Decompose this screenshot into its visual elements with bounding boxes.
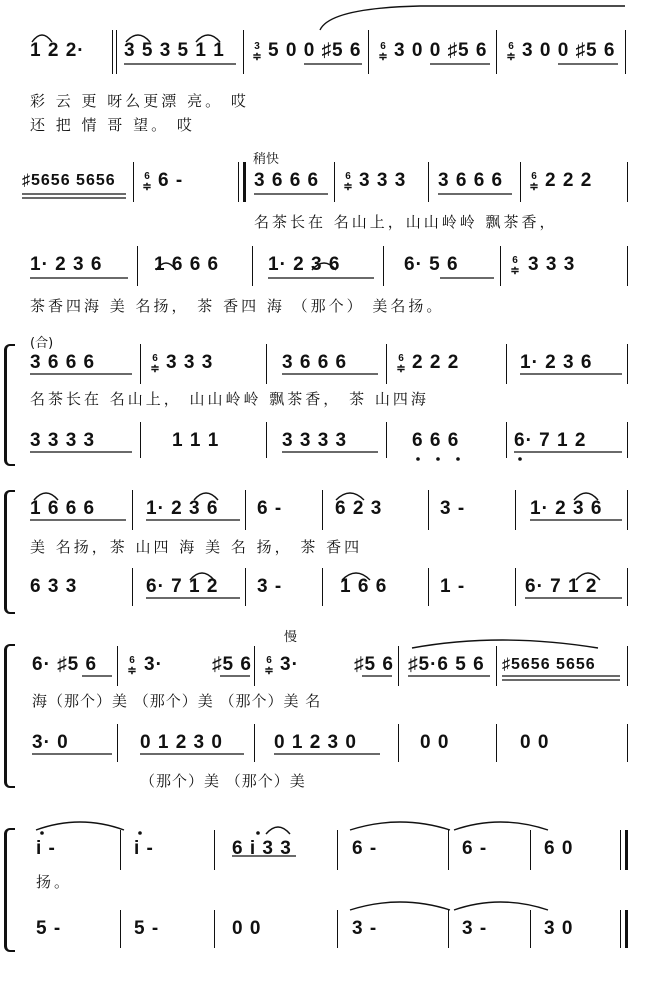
measure-6: 2 2 2 (545, 170, 593, 191)
final-barline (620, 910, 621, 948)
lower-notes-row (0, 918, 652, 948)
barline (112, 30, 113, 74)
measure-4: 0 0 (420, 732, 450, 753)
barline (398, 724, 399, 762)
measure-5: 3 6 6 6 (438, 170, 504, 191)
barline (428, 568, 429, 606)
barline (386, 344, 387, 384)
barline (140, 422, 141, 458)
measure-3: 6 - (257, 498, 283, 519)
measure-4: 3 - (352, 918, 378, 939)
barline (334, 162, 335, 202)
chorus-label: (合) (30, 336, 54, 351)
measure-4: 3 3 3 (359, 170, 407, 191)
tempo-marking: 慢 (284, 630, 298, 645)
measure-2: 0 1 2 3 0 (140, 732, 223, 753)
measure-6: 6 0 (544, 838, 574, 859)
measure-3: 3 3 3 3 (282, 430, 348, 451)
measure-2a: 3· (144, 654, 163, 675)
time-signature: 6 ≑ (142, 171, 152, 193)
barline (530, 830, 531, 870)
measure-2b: ♯5 6 (212, 654, 252, 675)
barline (120, 830, 121, 870)
barline (322, 568, 323, 606)
barline (337, 910, 338, 948)
barline (625, 30, 626, 74)
barline (254, 724, 255, 762)
tie-arc (320, 6, 625, 30)
barline (520, 162, 521, 202)
time-signature: 6 ≑ (127, 655, 137, 677)
lyrics: 名茶长在 名山上，山山岭岭 飘茶香， (254, 213, 558, 231)
measure-5: 3 - (440, 498, 466, 519)
measure-5: 6· 7 1 2 (514, 430, 587, 451)
barline (627, 646, 628, 686)
notes-row (0, 254, 652, 284)
measure-3: 3 - (257, 576, 283, 597)
barline (140, 344, 141, 384)
lyrics-verse-2: 还 把 情 哥 望。 哎 (30, 116, 195, 134)
barline (245, 490, 246, 530)
barline (627, 246, 628, 286)
lyrics: 美 名扬，茶 山四 海 美 名 扬， 茶 香四 (30, 538, 363, 556)
measure-2: i - (134, 838, 154, 859)
measure-3: 6 i 3 3 (232, 838, 292, 859)
final-barline-thick (625, 830, 628, 870)
upper-notes-row (0, 498, 652, 528)
barline (214, 830, 215, 870)
barline (386, 422, 387, 458)
measure-2: 5 - (134, 918, 160, 939)
measure-2: 1 6 6 6 (154, 254, 220, 275)
barline (252, 246, 253, 286)
measure-3: 1· 2 3 6 (268, 254, 341, 275)
measure-4: 6· 5 6 (404, 254, 459, 275)
measure-1: 6 3 3 (30, 576, 78, 597)
time-signature: 6 ≑ (150, 353, 160, 375)
barline (398, 646, 399, 686)
lyrics: 茶香四海 美 名扬， 茶 香四 海 （那个） 美名扬。 (30, 297, 445, 315)
measure-4: 6 - (352, 838, 378, 859)
barline (337, 830, 338, 870)
measure-4: 3 0 0 ♯5 6 (394, 40, 488, 61)
barline (500, 246, 501, 286)
measure-1: ♯5656 5656 (22, 172, 116, 189)
barline (133, 162, 134, 202)
time-signature: 6 ≑ (343, 171, 353, 193)
final-barline-thick (625, 910, 628, 948)
measure-4: ♯5·6 5 6 (408, 654, 485, 675)
measure-1: 5 - (36, 918, 62, 939)
barline (515, 568, 516, 606)
tempo-marking: 稍快 (253, 152, 280, 167)
barline (627, 724, 628, 762)
barline (117, 724, 118, 762)
measure-2: 6 - (158, 170, 184, 191)
time-signature: 6 ≑ (264, 655, 274, 677)
barline (627, 568, 628, 606)
barline (120, 910, 121, 948)
measure-2: 6· 7 1 2 (146, 576, 219, 597)
measure-3a: 3· (280, 654, 299, 675)
lower-notes-row (0, 732, 652, 762)
measure-6: 6· 7 1 2 (525, 576, 598, 597)
measure-3: 0 0 (232, 918, 262, 939)
lower-lyrics: （那个）美 （那个）美 (140, 772, 306, 790)
time-signature: 6 ≑ (506, 41, 516, 63)
system-3 (0, 248, 652, 328)
measure-2: 3 3 3 (166, 352, 214, 373)
measure-4: 1 6 6 (340, 576, 388, 597)
measure-1: 3 6 6 6 (30, 352, 96, 373)
measure-1: 1 6 6 6 (30, 498, 96, 519)
barline (428, 162, 429, 202)
measure-3: 3 6 6 6 (254, 170, 320, 191)
upper-notes-row (0, 654, 652, 684)
barline (496, 30, 497, 74)
measure-6: 3 0 (544, 918, 574, 939)
barline (266, 422, 267, 458)
barline (137, 246, 138, 286)
system-6 (0, 626, 652, 796)
measure-6: 1· 2 3 6 (530, 498, 603, 519)
time-signature: 6 ≑ (510, 255, 520, 277)
barline (627, 490, 628, 530)
time-signature: 6 ≑ (396, 353, 406, 375)
barline (116, 30, 117, 74)
upper-notes-row (0, 352, 652, 382)
barline (383, 246, 384, 286)
system-1 (0, 40, 652, 140)
measure-4: 6 6 6 (412, 430, 460, 451)
barline (132, 490, 133, 530)
barline (368, 30, 369, 74)
barline (243, 30, 244, 74)
lower-notes-row (0, 576, 652, 606)
barline (245, 568, 246, 606)
barline (117, 646, 118, 686)
measure-5: ♯5656 5656 (502, 656, 596, 673)
barline (214, 910, 215, 948)
measure-5: 3 0 0 ♯5 6 (522, 40, 616, 61)
measure-4: 6 2 3 (335, 498, 383, 519)
barline (496, 724, 497, 762)
measure-1: 3· 0 (32, 732, 69, 753)
barline (322, 490, 323, 530)
measure-3: 5 0 0 ♯5 6 (268, 40, 362, 61)
measure-5: 3 - (462, 918, 488, 939)
barline (132, 568, 133, 606)
system-7 (0, 818, 652, 948)
measure-5: 0 0 (520, 732, 550, 753)
barline (266, 344, 267, 384)
barline (627, 162, 628, 202)
measure-5: 3 3 3 (528, 254, 576, 275)
measure-1: 3 3 3 3 (30, 430, 96, 451)
barline (254, 646, 255, 686)
system-4 (0, 332, 652, 466)
upper-notes-row (0, 838, 652, 868)
lyrics: 名茶长在 名山上， 山山岭岭 飘茶香， 茶 山四海 (30, 390, 429, 408)
system-2 (0, 150, 652, 240)
time-signature: 6 ≑ (378, 41, 388, 63)
repeat-barline-thick (243, 162, 246, 202)
barline (530, 910, 531, 948)
measure-5: 6 - (462, 838, 488, 859)
barline (515, 490, 516, 530)
barline (448, 830, 449, 870)
barline (428, 490, 429, 530)
barline (506, 422, 507, 458)
measure-1: 1· 2 3 6 (30, 254, 103, 275)
barline (506, 344, 507, 384)
barline (627, 344, 628, 384)
barline (496, 646, 497, 686)
measure-3b: ♯5 6 (354, 654, 394, 675)
lyrics: 海（那个）美 （那个）美 （那个）美 名 (32, 692, 322, 710)
lower-notes-row (0, 430, 652, 460)
measure-1: i - (36, 838, 56, 859)
time-signature: 6 ≑ (529, 171, 539, 193)
barline (448, 910, 449, 948)
measure-5: 1 - (440, 576, 466, 597)
measure-3: 0 1 2 3 0 (274, 732, 357, 753)
time-signature: 3 ≑ (252, 41, 262, 63)
barline (627, 422, 628, 458)
measure-1: 6· ♯5 6 (32, 654, 98, 675)
final-barline (620, 830, 621, 870)
measure-2: 1· 2 3 6 (146, 498, 219, 519)
measure-4: 2 2 2 (412, 352, 460, 373)
lyrics: 扬。 (36, 873, 73, 891)
notes-row (0, 40, 652, 70)
repeat-barline (238, 162, 239, 202)
measure-3: 3 6 6 6 (282, 352, 348, 373)
notes-row (0, 170, 652, 200)
system-5 (0, 490, 652, 614)
measure-2: 1 1 1 (172, 430, 220, 451)
measure-2: 3 5 3 5 1 1 (124, 40, 225, 61)
lyrics-verse-1: 彩 云 更 呀么更漂 亮。 哎 (30, 92, 249, 110)
measure-1: 1 2 2· (30, 40, 85, 61)
measure-5: 1· 2 3 6 (520, 352, 593, 373)
